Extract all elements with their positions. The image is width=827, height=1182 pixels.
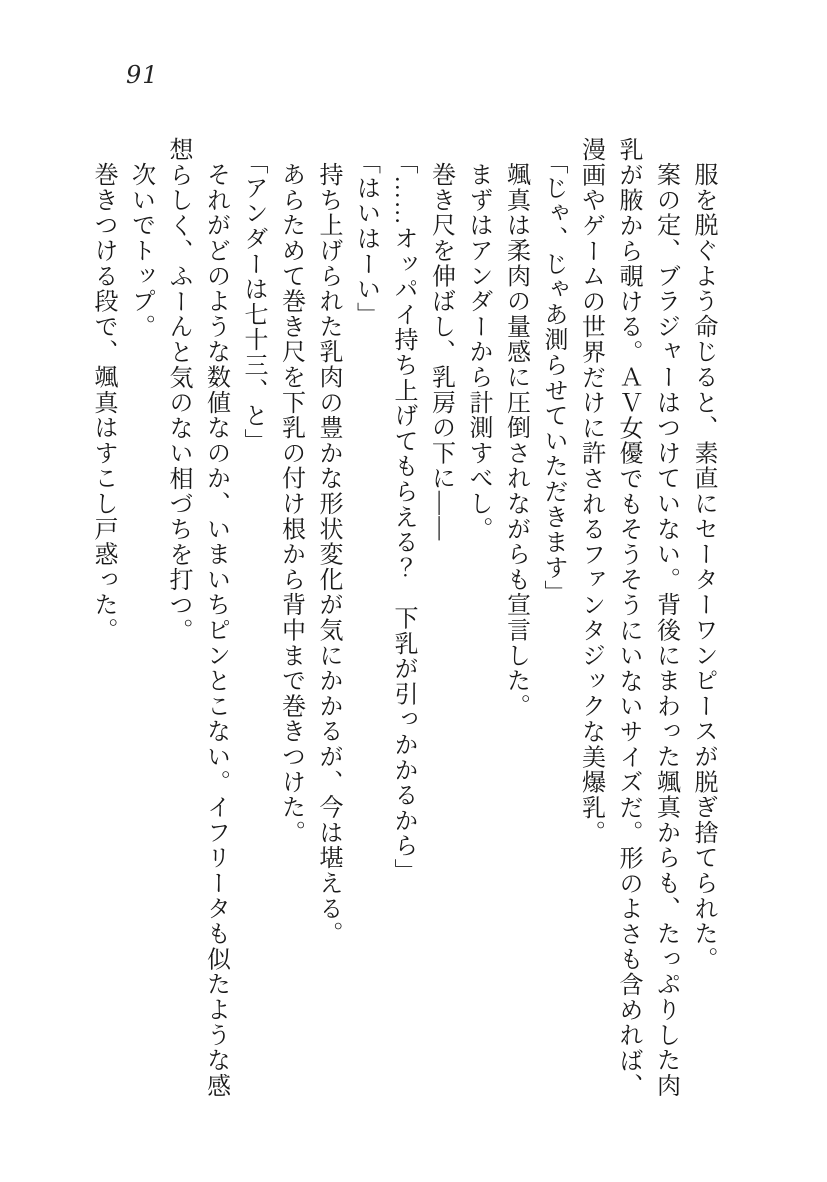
text-block <box>84 137 722 1100</box>
text-line: 乳が腋から覗ける。ＡＶ女優でもそうそうにいないサイズだ。形のよさも含めれば、 <box>615 137 641 1099</box>
text-line: 服を脱ぐよう命じると、素直にセーターワンピースが脱ぎ捨てられた。 <box>690 162 716 972</box>
text-line: 巻き尺を伸ばし、乳房の下に―― <box>427 162 454 542</box>
dialogue-line: 「アンダーは七十三、と」 <box>240 149 266 454</box>
text-line: 颯真は柔肉の量感に圧倒されながらも宣言した。 <box>502 162 529 719</box>
dialogue-line: 「……オッパイ持ち上げてもらえる？ 下乳が引っかかるから」 <box>390 149 416 884</box>
text-line: 巻きつける段で、颯真はすこし戸惑った。 <box>90 162 116 643</box>
page-number: 91 <box>126 61 159 89</box>
text-line: 次いでトップ。 <box>127 162 154 340</box>
text-line: 想らしく、ふーんと気のない相づちを打つ。 <box>165 137 191 643</box>
text-line: あらためて巻き尺を下乳の付け根から背中まで巻きつけた。 <box>277 162 304 846</box>
dialogue-line: 「はいはーい」 <box>352 149 379 327</box>
text-line: 持ち上げられた乳肉の豊かな形状変化が気にかかるが、今は堪える。 <box>315 162 341 947</box>
text-line: それがどのような数値なのか、いまいちピンとこない。イフリータも似たような感 <box>202 162 229 1099</box>
dialogue-line: 「じゃ、じゃあ測らせていただきます」 <box>540 149 566 605</box>
text-line: 案の定、ブラジャーはつけていない。背後にまわった颯真からも、たっぷりした肉 <box>652 162 679 1099</box>
text-line: 漫画やゲームの世界だけに許されるファンタジックな美爆乳。 <box>577 137 604 846</box>
text-line: まずはアンダーから計測すべし。 <box>465 162 491 542</box>
